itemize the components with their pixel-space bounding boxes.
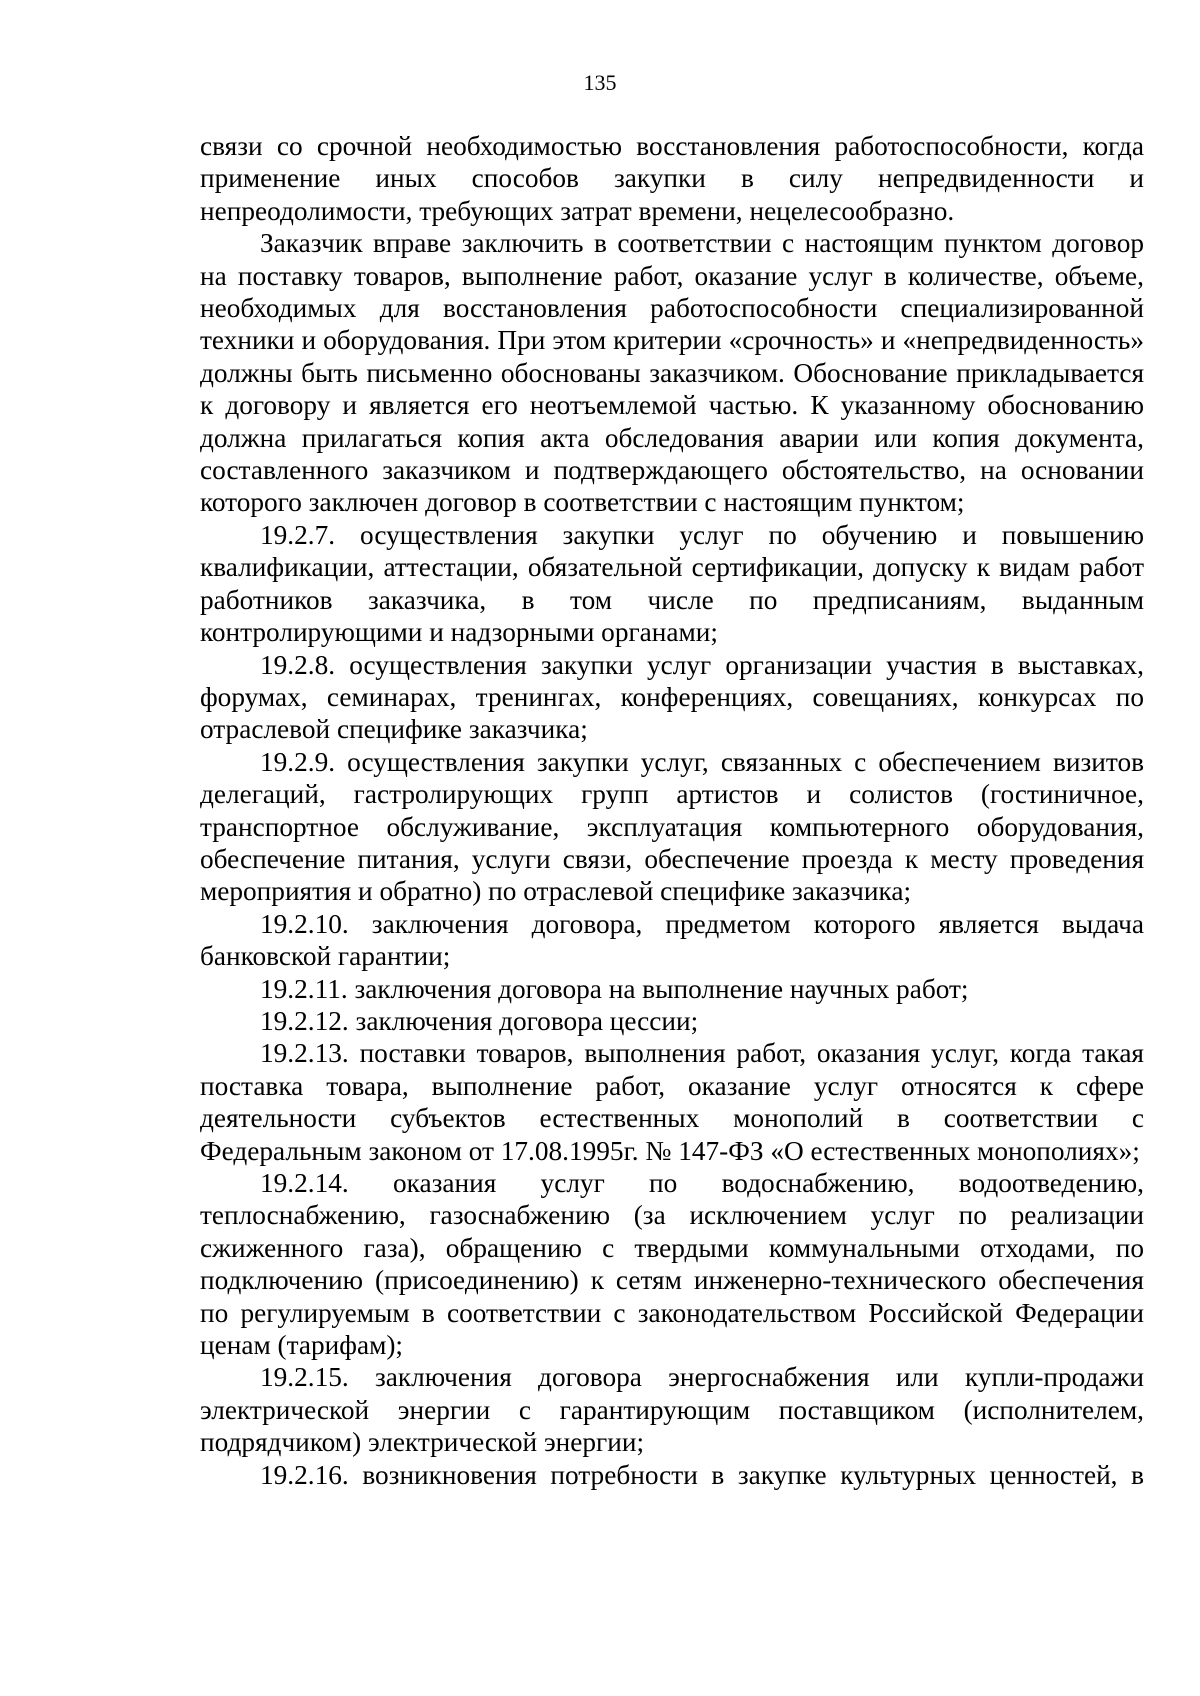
clause-19-2-13: 19.2.13. поставки товаров, выполнения работ, оказания услуг, когда такая поставка товара, выполнение работ, оказание услуг относятся к сфере деятельности субъектов естественных монополий в соответствии с Федеральным законом от 17.08.1995г. № 147-ФЗ «О естественных монополиях»; xyxy=(200,1038,1144,1166)
clause-19-2-11: 19.2.11. заключения договора на выполнение научных работ; xyxy=(260,973,969,1004)
paragraph-continuation: связи со срочной необходимостью восстановления работоспособности, когда применение иных способов закупки в силу непредвиденности и непреодолимости, требующих затрат времени, нецелесообразно. xyxy=(200,131,1144,226)
clause-19-2-15: 19.2.15. заключения договора энергоснабжения или купли-продажи электрической энергии с гарантирующим поставщиком (исполнителем, подрядчиком) электрической энергии; xyxy=(200,1362,1144,1458)
paragraph-customer-right: Заказчик вправе заключить в соответствии с настоящим пунктом договор на поставку товаров, выполнение работ, оказание услуг в количестве, объеме, необходимых для восстановления работоспособности специализированной техники и оборудования. При этом критерии «срочность» и «непредвиденность» должны быть письменно обоснованы заказчиком. Обоснование прикладывается к договору и является его неотъемлемой частью. К указанному обоснованию должна прилагаться копия акта обследования аварии или копия документа, составленного заказчиком и подтверждающего обстоятельство, на основании которого заключен договор в соответствии с настоящим пунктом; xyxy=(200,228,1144,518)
clause-19-2-7: 19.2.7. осуществления закупки услуг по обучению и повышению квалификации, аттестации, обязательной сертификации, допуску к видам работ работников заказчика, в том числе по предписаниям, выданным контролирующими и надзорными органами; xyxy=(200,519,1144,648)
clause-19-2-14: 19.2.14. оказания услуг по водоснабжению, водоотведению, теплоснабжению, газоснабжению (за исключением услуг по реализации сжиженного газа), обращению с твердыми коммунальными отходами, по подключению (присоединению) к сетям инженерно-технического обеспечения по регулируемым в соответствии с законодательством Российской Федерации ценам (тарифам); xyxy=(200,1168,1144,1361)
clause-19-2-10: 19.2.10. заключения договора, предметом которого является выдача банковской гарантии; xyxy=(200,908,1144,972)
clause-19-2-8: 19.2.8. осуществления закупки услуг организации участия в выставках, форумах, семинарах, тренингах, конференциях, совещаниях, конкурсах по отраслевой специфике заказчика; xyxy=(200,649,1144,745)
page-number: 135 xyxy=(583,70,617,95)
clause-19-2-9: 19.2.9. осуществления закупки услуг, связанных с обеспечением визитов делегаций, гастролирующих групп артистов и солистов (гостиничное, транспортное обслуживание, эксплуатация компьютерного оборудования, обеспечение питания, услуги связи, обеспечение проезда к месту проведения мероприятия и обратно) по отраслевой специфике заказчика; xyxy=(200,746,1144,907)
document-body xyxy=(200,130,1144,1491)
clause-19-2-16: 19.2.16. возникновения потребности в закупке культурных ценностей, в xyxy=(260,1459,1144,1490)
clause-19-2-12: 19.2.12. заключения договора цессии; xyxy=(260,1005,699,1036)
